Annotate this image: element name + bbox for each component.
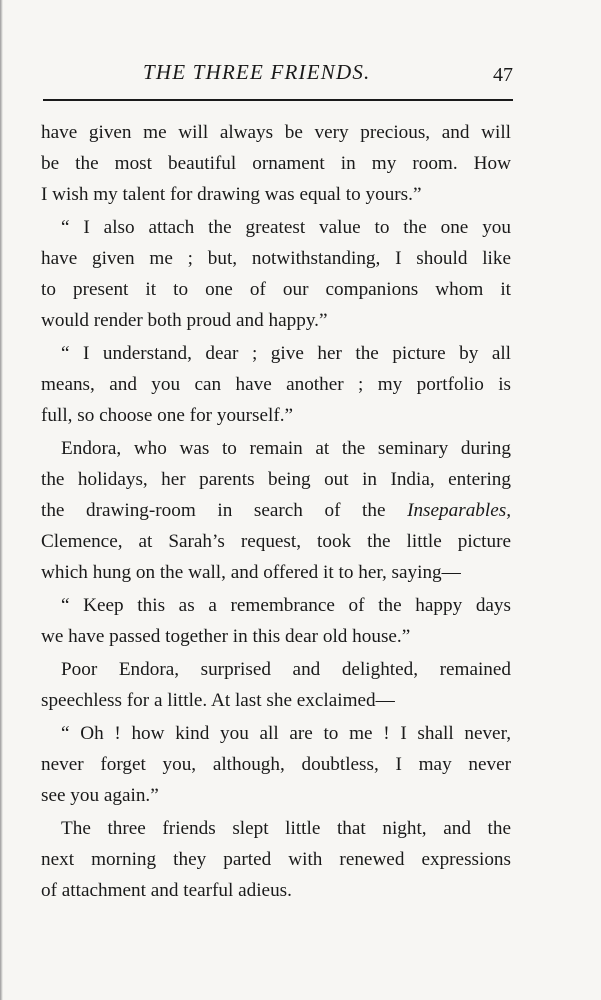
header-rule [43,99,513,101]
text-line: to present it to one of our companions whom it [41,279,511,300]
text-line: would render both proud and happy.” [41,310,328,331]
running-head-title: THE THREE FRIENDS. [143,60,371,84]
text-line: have given me ; but, notwithstanding, I should like [41,248,511,269]
paragraph [41,212,511,336]
text-line: never forget you, although, doubtless, I may never [41,754,511,775]
text-line: Clemence, at Sarah’s request, took the little picture [41,531,511,552]
text-line: the holidays, her parents being out in India, entering [41,469,511,490]
paragraph [41,433,511,588]
text-line: be the most beautiful ornament in my room. How [41,153,511,174]
text-line: of attachment and tearful adieus. [41,880,292,901]
text-line: “ Keep this as a remembrance of the happy days [61,595,511,616]
text-line: have given me will always be very precious, and will [41,122,511,143]
paragraph [41,718,511,811]
paragraph [41,338,511,431]
text-line: “ I understand, dear ; give her the picture by all [61,343,511,364]
paragraph [41,117,511,210]
text-line-start: the drawing-room in search of the [41,500,408,521]
body-text [41,117,511,906]
spine-shadow [0,0,3,1000]
paragraph [41,654,511,716]
paragraph [41,590,511,652]
text-line [41,495,511,526]
text-line: Endora, who was to remain at the seminary during [61,438,511,459]
text-line: means, and you can have another ; my portfolio is [41,374,511,395]
paragraph [41,813,511,906]
text-line: “ I also attach the greatest value to the one you [61,217,511,238]
text-line: Poor Endora, surprised and delighted, remained [61,659,511,680]
italic-title: Inseparables, [407,500,511,521]
text-line: next morning they parted with renewed expressions [41,849,511,870]
text-line: “ Oh ! how kind you all are to me ! I shall never, [61,723,511,744]
text-line: see you again.” [41,785,159,806]
text-line: full, so choose one for yourself.” [41,405,294,426]
text-line: I wish my talent for drawing was equal to yours.” [41,184,422,205]
text-line: speechless for a little. At last she exclaimed— [41,690,395,711]
page-number: 47 [493,64,513,86]
text-line: which hung on the wall, and offered it to her, saying— [41,562,461,583]
text-line: we have passed together in this dear old house.” [41,626,411,647]
running-head [43,58,513,94]
text-line: The three friends slept little that night, and the [61,818,511,839]
